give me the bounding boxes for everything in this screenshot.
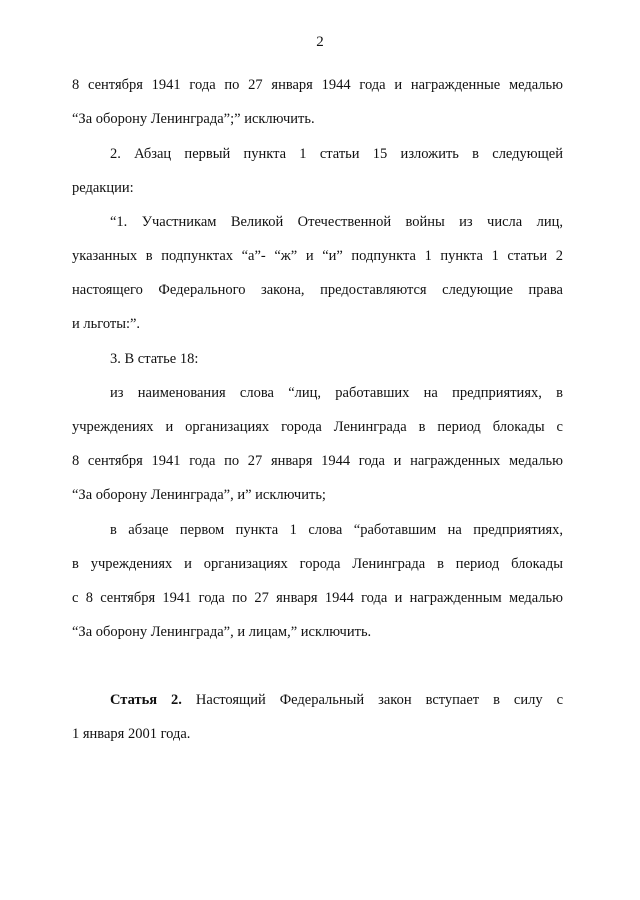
text-line: “За оборону Ленинграда”, и лицам,” исключить. xyxy=(72,624,372,640)
text-line: с 8 сентября 1941 года по 27 января 1944 года и награжденным медалью xyxy=(72,590,563,606)
text-line: указанных в подпунктах “а”- “ж” и “и” подпункта 1 пункта 1 статьи 2 xyxy=(72,248,563,264)
text-line: 8 сентября 1941 года по 27 января 1944 года и награжденные медалью xyxy=(72,77,563,93)
text-line: редакции: xyxy=(72,180,134,196)
text-line: 3. В статье 18: xyxy=(110,351,199,367)
article-line xyxy=(110,691,563,709)
text-line: 2. Абзац первый пункта 1 статьи 15 изложить в следующей xyxy=(110,146,563,162)
article-text: Настоящий Федеральный закон вступает в силу с xyxy=(195,692,564,708)
text-line: настоящего Федерального закона, предоставляются следующие права xyxy=(72,282,563,298)
text-line: 8 сентября 1941 года по 27 января 1944 года и награжденных медалью xyxy=(72,453,563,469)
text-line: в абзаце первом пункта 1 слова “работавшим на предприятиях, xyxy=(110,522,563,538)
text-line: в учреждениях и организациях города Ленинграда в период блокады xyxy=(72,556,563,572)
article-heading: Статья 2. xyxy=(110,692,182,708)
page-number: 2 xyxy=(316,34,324,50)
text-line: и льготы:”. xyxy=(72,316,141,332)
text-line: “За оборону Ленинграда”;” исключить. xyxy=(72,111,315,127)
text-line: “За оборону Ленинграда”, и” исключить; xyxy=(72,487,326,503)
text-line: учреждениях и организациях города Ленинграда в период блокады с xyxy=(72,419,563,435)
article-line: 1 января 2001 года. xyxy=(72,726,191,742)
text-line: “1. Участникам Великой Отечественной войны из числа лиц, xyxy=(110,214,563,230)
text-line: из наименования слова “лиц, работавших на предприятиях, в xyxy=(110,385,563,401)
